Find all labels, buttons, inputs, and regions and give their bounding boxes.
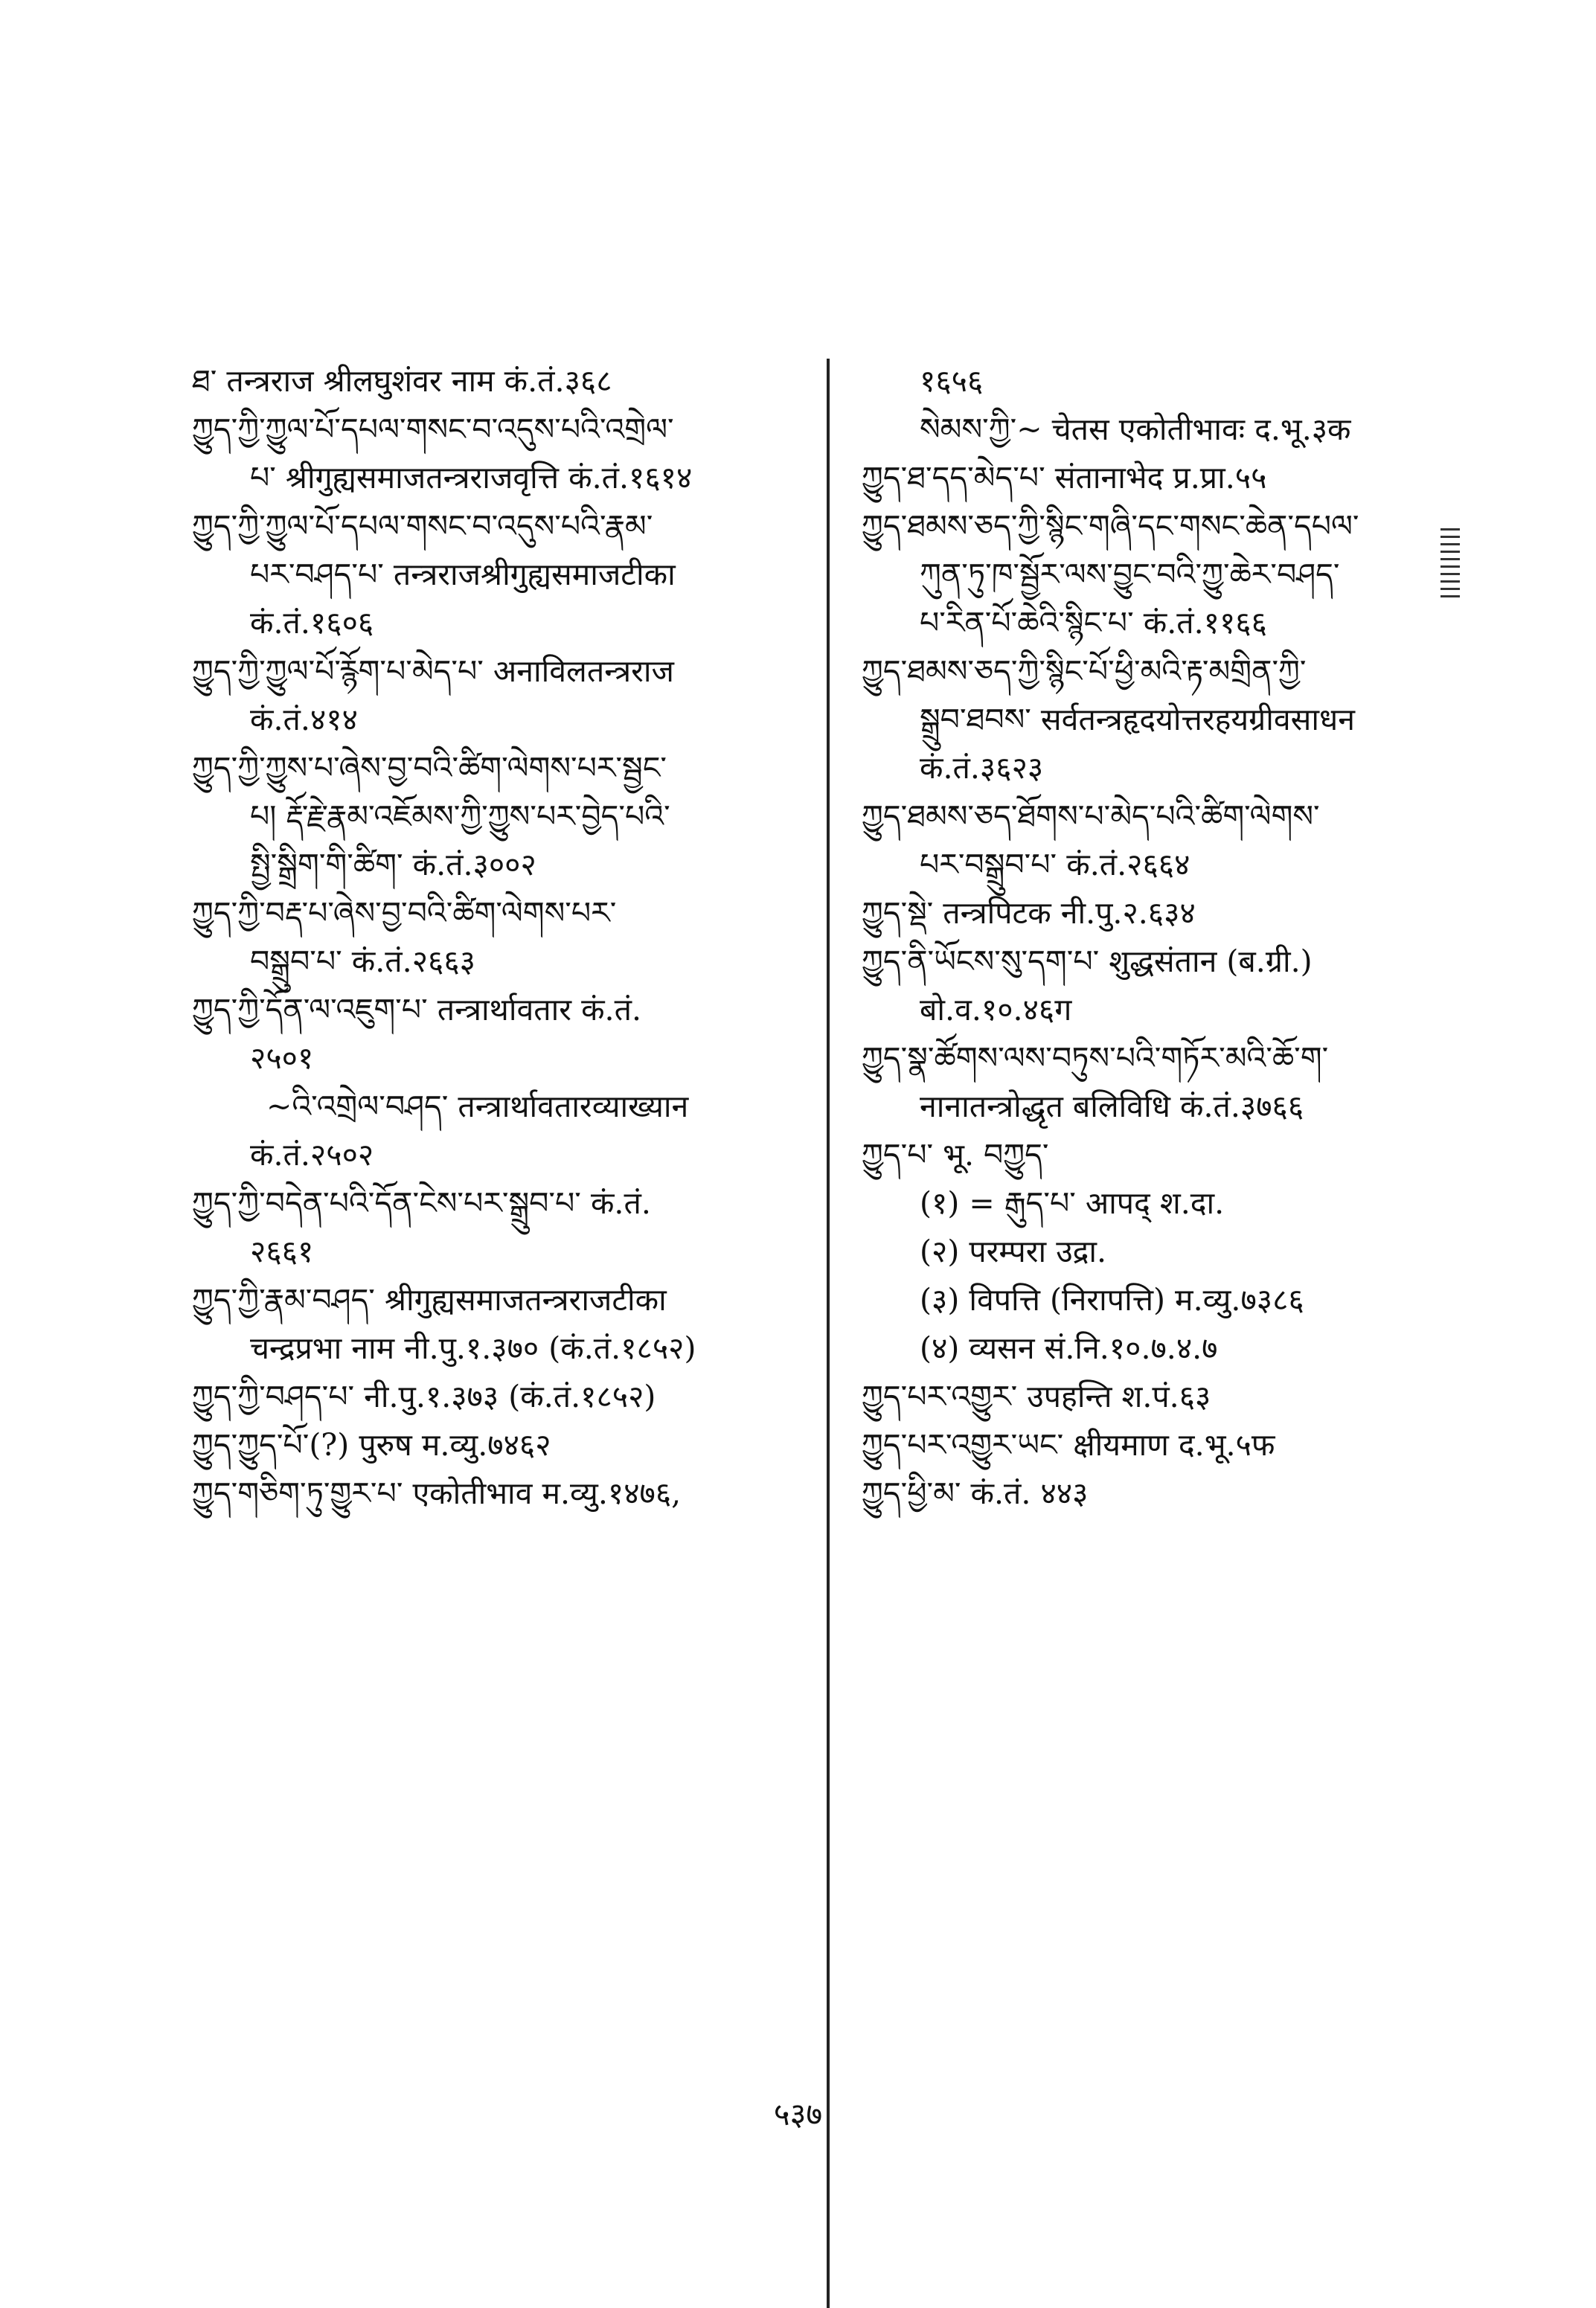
entry-line: ཀྱུད་ཀྱི་ཀྱུལ་པོ་དཔལ་གསང་བ་འདུས་པའི་འགྲེལ་: [192, 411, 674, 447]
entry-line: ཀྱུད་ཀྱི་བདེན་པའི་དོན་ངེས་པར་སྒྲུབ་པ་ कं.तं.: [192, 1185, 651, 1221]
entry-line: པ། རྡོ་རྗེ་རྣམ་འཇོམས་ཀྱི་ཀྱུས་པར་བྱེད་པའི་: [250, 798, 670, 834]
entry: [192, 1083, 824, 1179]
entry-line: པ་རིན་པོ་ཆེའི་སྙིང་པ་ कं.तं.११६६: [920, 605, 1267, 641]
entry-line: ཀྱུད་ཐམས་ཅད་ཀྱི་སྙིང་པོ་ཕྱི་མའི་རྟ་མགྲིན་ཀྱི་: [862, 653, 1307, 689]
entry: [862, 454, 1457, 502]
entry: [192, 889, 824, 986]
entry-line: ཀྱུད་ཐམས་ཅད་ཐོགས་པ་མེད་པའི་ཚིག་ལེགས་: [862, 798, 1320, 834]
entry: [862, 1373, 1457, 1421]
entry: [192, 1373, 824, 1421]
page-number: ५३७: [773, 2096, 823, 2132]
entry-line: ཀྱུད་ཀྱི་བཤད་པ་ नी.पु.१.३७३ (कं.तं.१८५२): [192, 1379, 656, 1414]
entry-line: ཀྱུད་ཀྱི་ཀྱུལ་པོ་དཔལ་གསང་བ་འདུས་པའི་རྣམ་: [192, 508, 653, 544]
entry: [192, 744, 824, 889]
entry-line: (४) व्यसन सं.नि.१०.७.४.७: [920, 1330, 1218, 1366]
entry: [192, 1469, 824, 1518]
entry-line: ཀྱུད་ཀྱི་ཀྱུས་པ་ཞེས་བྱ་བའི་ཚིག་ལེགས་པར་སྦྱང་: [192, 750, 667, 786]
entry-line: चन्द्रप्रभा नाम नी.पु.१.३७० (कं.तं.१८५२): [250, 1330, 696, 1366]
entry-line: कं.तं.४१४: [250, 702, 358, 737]
entry-line: པར་བསྒྲུབ་པ་ कं.तं.२६६४: [920, 847, 1190, 882]
entry-line: (३) विपत्ति (निरापत्ति) म.व्यु.७३८६: [920, 1282, 1304, 1318]
entry-line: སྒྲུབ་ཐབས་ सर्वतन्त्रहृदयोत्तरहयग्रीवसाधन: [920, 702, 1355, 737]
entry-line: १६५६: [920, 363, 984, 399]
entry-line: ཀྱུད་སྡེ་ तन्त्रपिटक नी.पु.२.६३४: [862, 895, 1196, 931]
entry-line: नानातन्त्रोद्धृत बलिविधि कं.तं.३७६६: [920, 1089, 1304, 1124]
entry-line: ཀྱུད་ཀྱུད་པོ་(?) पुरुष म.व्यु.७४६२: [192, 1427, 551, 1463]
entry-line: (१) = རྒུད་པ་ आपद् श.दा.: [920, 1185, 1225, 1221]
entry-line: बो.व.१०.४६ग: [920, 992, 1072, 1028]
entry-line: པར་བཤད་པ་ तन्त्रराजश्रीगुह्यसमाजटीका: [250, 557, 676, 592]
right-column: [862, 357, 1457, 1518]
entry-line: ཀྱུད་གཅིག་ཏུ་གྱུར་པ་ एकोतीभाव म.व्यु.१४७६,: [192, 1475, 682, 1511]
entry: [862, 502, 1457, 647]
entry-line: ཀྱུད་པར་འགྱུར་ཡང་ क्षीयमाण द.भू.५फ: [862, 1427, 1275, 1463]
entry-line: བསྒྲུབ་པ་ कं.तं.२६६३: [250, 943, 475, 979]
entry: [192, 1179, 824, 1276]
entry: [862, 1421, 1457, 1469]
entry: [862, 1228, 1457, 1276]
entry: [862, 1034, 1457, 1131]
entry-line: ཀྱུད་ཐམས་ཅད་ཀྱི་སྙིང་གཞི་དང་གསང་ཆེན་དཔལ་: [862, 508, 1359, 544]
entry-line: སྤྱི་སྒྲིག་གི་ཚིག་ कं.तं.३००२: [250, 847, 536, 882]
entry: [862, 405, 1457, 454]
entry-line: कं.तं.२५०२: [250, 1137, 374, 1173]
entry-line: ཀྱུད་སྣ་ཚོགས་ལས་བཏུས་པའི་གཏོར་མའི་ཆོ་ག་: [862, 1040, 1329, 1076]
entry-line: ཀྱུད་ཀྱི་དོན་ལ་འཇུག་པ་ तन्त्रार्थावतार कं.तं.: [192, 992, 641, 1028]
entry: [192, 1421, 824, 1469]
entry-line: ཀྱུད་པ་ भू. བཀྱུད་: [862, 1137, 1049, 1173]
column-divider: [827, 359, 830, 2308]
entry-line: (२) परम्परा उद्रा.: [920, 1234, 1107, 1269]
entry-line: ཀྱུད་ཀྱི་རྣམ་བཤད་ श्रीगुह्यसमाजतन्त्रराजटीका: [192, 1282, 667, 1318]
entry-line: ཀྱུད་ནི་ཡོངས་སུ་དག་པ་ शुद्धसंतान (ब.ग्री.): [862, 943, 1313, 979]
entry: [862, 357, 1457, 405]
entry-line: २५०१: [250, 1040, 314, 1076]
entry: [192, 502, 824, 647]
entry: [192, 647, 824, 744]
entry-line: ཀྱུད་ཀྱི་བརྡ་པ་ཞེས་བྱ་བའི་ཚིག་ལེགས་པར་: [192, 895, 617, 931]
entry: [862, 1179, 1457, 1228]
entry-line: ཀྱུད་པར་འགྱུར་ उपहन्ति श.पं.६३: [862, 1379, 1211, 1414]
entry: [862, 1324, 1457, 1373]
entry: [862, 792, 1457, 889]
entry: [862, 1469, 1457, 1518]
entry-line: कं.तं.३६२३: [920, 750, 1044, 786]
entry-line: ཀྱུད་ཀྱི་ཀྱུལ་པོ་རྙོག་པ་མེད་པ་ अनाविलतन्त्रराज: [192, 653, 674, 689]
entry-line: ཀྱུད་ཐ་དད་མེད་པ་ संतानाभेद प्र.प्रा.५५: [862, 460, 1267, 496]
entry-line: ཀུན་ཏུ་ཁ་སྦྱོར་ལས་བྱུང་བའི་ཀྱུ་ཆེར་བཤད་: [920, 557, 1340, 592]
entry: [862, 889, 1457, 937]
entry: [192, 1276, 824, 1373]
left-column: [192, 357, 824, 1518]
entry-line: ཀྱུད་ཕྱི་མ་ कं.तं. ४४३: [862, 1475, 1089, 1511]
entry-line: སེམས་ཀྱི་~ चेतस एकोतीभावः द.भू.३क: [920, 411, 1351, 447]
entry: [862, 1131, 1457, 1179]
entry-line: २६६१: [250, 1234, 314, 1269]
entry: [192, 986, 824, 1083]
entry: [862, 937, 1457, 1034]
entry: [862, 647, 1457, 792]
entry: [192, 405, 824, 502]
entry-line: ~འི་འགྲེལ་བཤད་ तन्त्रार्थावतारव्याख्यान: [266, 1089, 689, 1124]
entry-line: ཐ་ तन्त्रराज श्रीलघुशंवर नाम कं.तं.३६८: [192, 363, 612, 399]
entry-line: པ་ श्रीगुह्यसमाजतन्त्रराजवृत्ति कं.तं.१६१४: [250, 460, 693, 496]
entry-line: कं.तं.१६०६: [250, 605, 374, 641]
entry: [192, 357, 824, 405]
entry: [862, 1276, 1457, 1324]
